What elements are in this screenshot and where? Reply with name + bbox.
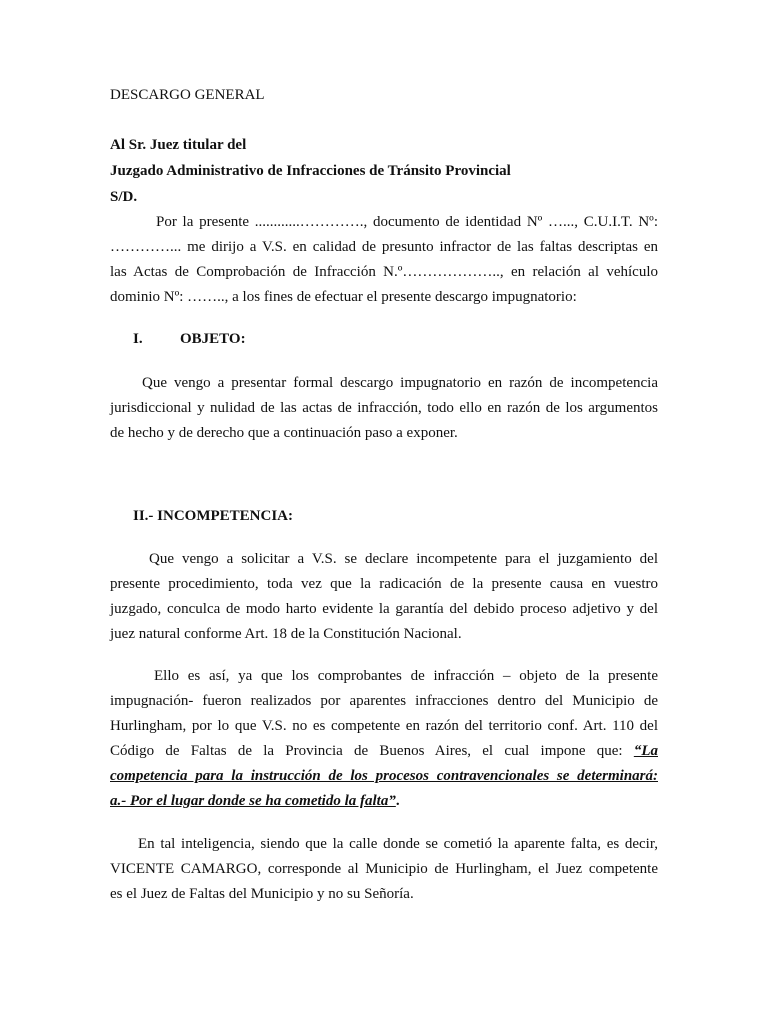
section-2-p2-line-1: Ello es así, ya que los comprobantes de infracción – objeto de la presente <box>154 668 658 684</box>
section-2-p3-line-1: En tal inteligencia, siendo que la calle donde se cometió la aparente falta, es decir, <box>138 836 658 852</box>
addressee-line-3: S/D. <box>110 189 138 205</box>
quoted-law-line: competencia para la instrucción de los procesos contravencionales se determinará: <box>110 768 658 784</box>
quoted-law-start: “La <box>633 743 658 759</box>
addressee-line-2: Juzgado Administrativo de Infracciones de Tránsito Provincial <box>110 163 511 179</box>
section-2-p3-line-2: VICENTE CAMARGO, corresponde al Municipio de Hurlingham, el Juez competente <box>110 861 658 877</box>
quoted-law-period: . <box>395 793 400 809</box>
intro-line-3: las Actas de Comprobación de Infracción N.º……………….., en relación al vehículo <box>110 264 658 280</box>
section-2-p2-line-2: impugnación- fueron realizados por aparentes infracciones dentro del Municipio de <box>110 693 658 709</box>
section-2-p3-line-3: es el Juez de Faltas del Municipio y no su Señoría. <box>110 886 414 902</box>
section-2-p1-line-2: presente procedimiento, toda vez que la radicación de la presente causa en vuestro <box>110 576 658 592</box>
intro-line-1: Por la presente ............…………., documento de identidad Nº …..., C.U.I.T. Nº: <box>156 214 658 230</box>
section-1-line-1: Que vengo a presentar formal descargo impugnatorio en razón de incompetencia <box>142 375 658 391</box>
section-2-p2-line-3: Hurlingham, por lo que V.S. no es competente en razón del territorio conf. Art. 110 del <box>110 718 658 734</box>
intro-line-4: dominio Nº: …….., a los fines de efectuar el presente descargo impugnatorio: <box>110 289 577 305</box>
intro-line-2: …………... me dirijo a V.S. en calidad de presunto infractor de las faltas descriptas en <box>110 239 658 255</box>
document-title: DESCARGO GENERAL <box>110 87 265 103</box>
section-2-p2-line-4 <box>110 742 658 760</box>
section-2-p2-line-6 <box>110 792 658 810</box>
section-1-line-3: de hecho y de derecho que a continuación paso a exponer. <box>110 425 458 441</box>
addressee-line-1: Al Sr. Juez titular del <box>110 137 247 153</box>
section-1-title: OBJETO: <box>180 331 246 347</box>
section-1-line-2: jurisdiccional y nulidad de las actas de infracción, todo ello en razón de los argumentos <box>110 400 658 416</box>
section-1-number: I. <box>133 331 143 347</box>
section-2-p1-line-4: juez natural conforme Art. 18 de la Constitución Nacional. <box>110 626 462 642</box>
section-2-title: II.- INCOMPETENCIA: <box>133 508 294 524</box>
section-2-p1-line-3: juzgado, conculca de modo harto evidente la garantía del debido proceso adjetivo y del <box>110 601 658 617</box>
section-2-p1-line-1: Que vengo a solicitar a V.S. se declare incompetente para el juzgamiento del <box>149 551 658 567</box>
quoted-law-end: a.- Por el lugar donde se ha cometido la falta” <box>110 793 396 809</box>
section-2-p2-line-4-text: Código de Faltas de la Provincia de Buenos Aires, el cual impone que: <box>110 743 634 759</box>
